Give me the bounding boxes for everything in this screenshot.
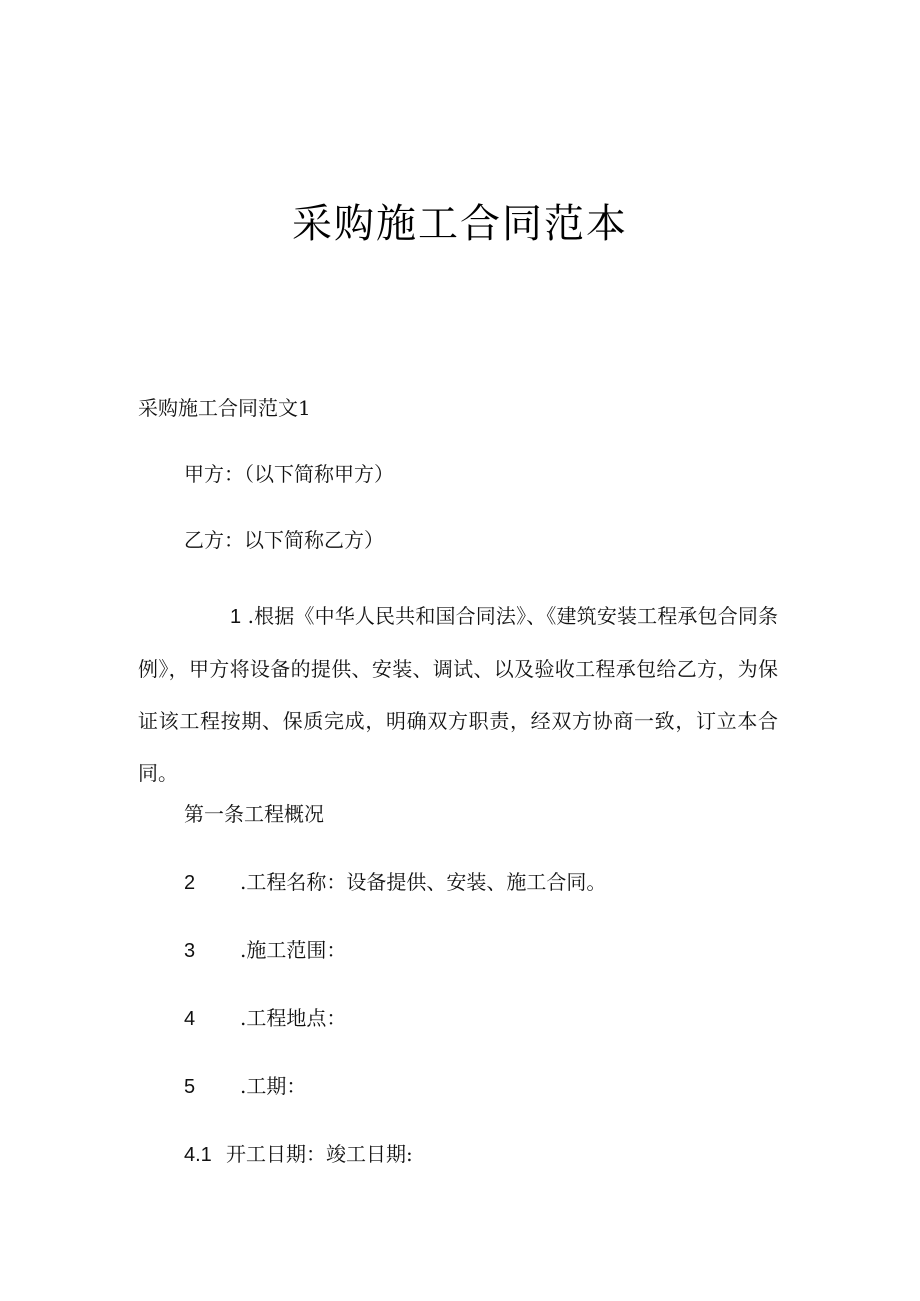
intro-text: .根据《中华人民共和国合同法》、《建筑安装工程承包合同条例》，甲方将设备的提供、安装、调试、以及验收工程承包给乙方，为保证该工程按期、保质完成，明确双方职责，经双方协商一致，订立本合同。 xyxy=(138,604,779,785)
item-number: 4 xyxy=(184,1008,196,1030)
sub-item-text: 开工日期：竣工日期: xyxy=(226,1142,413,1166)
contract-subtitle: 采购施工合同范文1 xyxy=(138,396,311,420)
item-text: .工程地点： xyxy=(240,1006,347,1030)
item-text: .工程名称：设备提供、安装、施工合同。 xyxy=(240,870,607,894)
item-number: 3 xyxy=(184,940,196,962)
sub-list-item xyxy=(184,1140,413,1169)
article-1-heading: 第一条工程概况 xyxy=(184,802,324,826)
item-text: .施工范围： xyxy=(240,938,347,962)
list-item xyxy=(184,1072,306,1101)
sub-item-number: 4.1 xyxy=(184,1144,212,1166)
item-number: 2 xyxy=(184,872,196,894)
list-item xyxy=(184,868,606,897)
intro-paragraph xyxy=(138,590,778,799)
list-item xyxy=(184,936,346,965)
document-title: 采购施工合同范本 xyxy=(292,201,628,247)
item-text: .工期： xyxy=(240,1074,307,1098)
list-item xyxy=(184,1004,346,1033)
party-b-line: 乙方：以下简称乙方） xyxy=(184,528,384,552)
intro-number: 1 xyxy=(230,606,242,628)
item-number: 5 xyxy=(184,1076,196,1098)
party-a-line: 甲方：（以下简称甲方） xyxy=(184,462,394,486)
